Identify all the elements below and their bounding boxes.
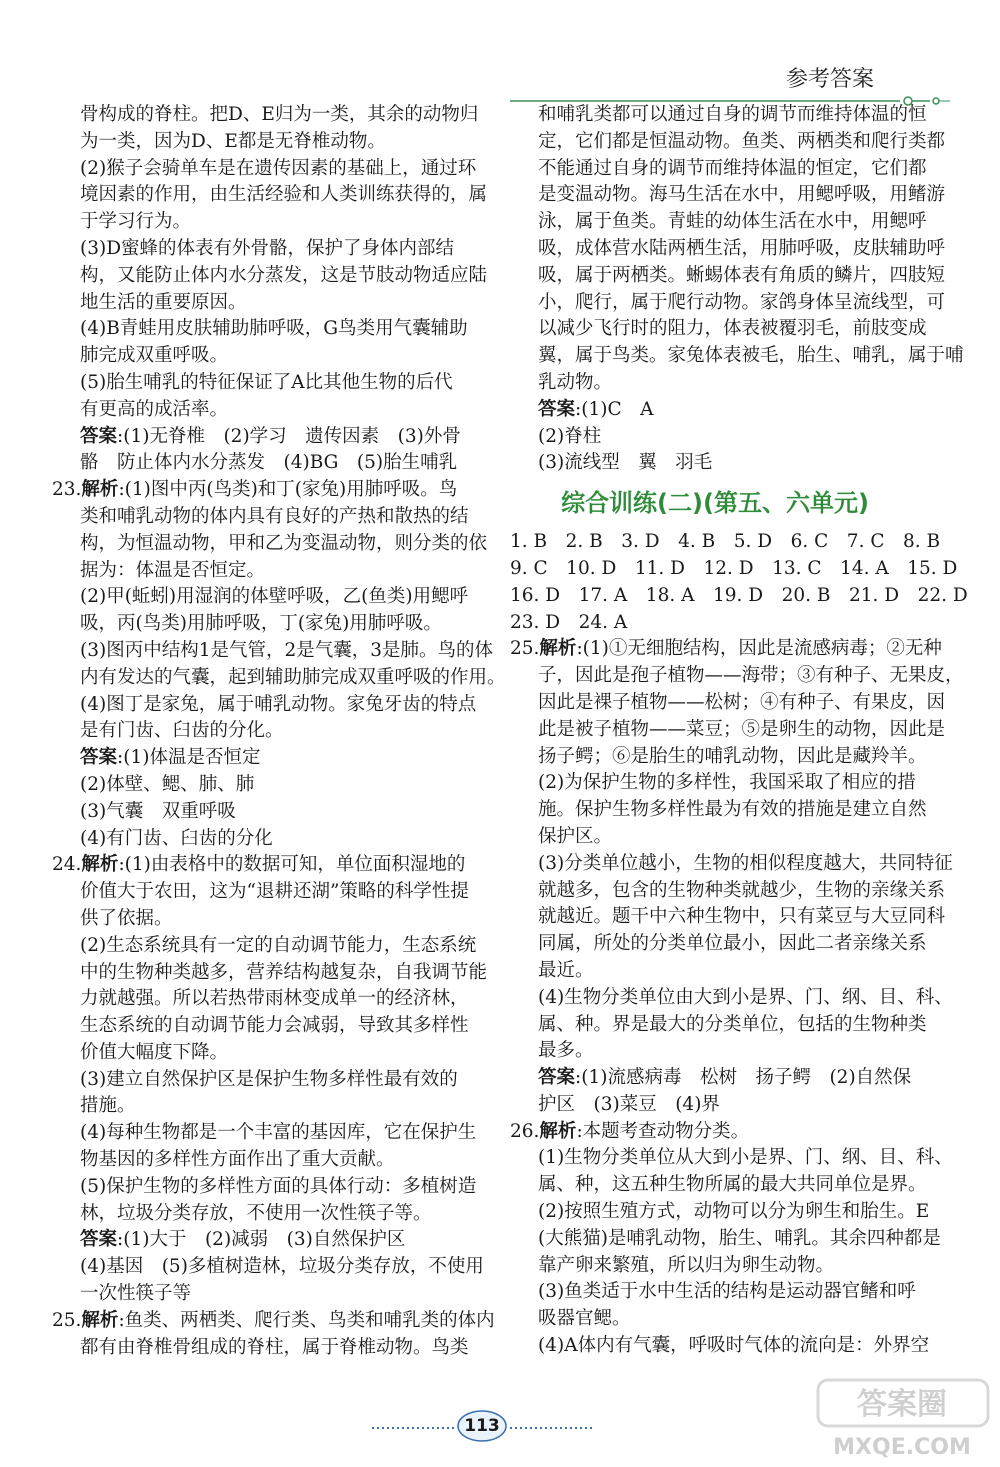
text-line	[510, 744, 927, 771]
line-text: (2)按照生殖方式，动物可以分为卵生和胎生。E	[538, 1201, 930, 1223]
text-line	[52, 986, 472, 1013]
page-number: 113	[464, 1416, 500, 1436]
answer-label: 答案	[80, 747, 118, 769]
line-text: :(1)无脊椎 (2)学习 遗传因素 (3)外骨	[117, 425, 461, 447]
line-text: 构，为恒温动物，甲和乙为变温动物，则分类的依	[80, 532, 488, 554]
line-text: 翼，属于鸟类。家兔体表被毛，胎生、哺乳，属于哺	[538, 345, 964, 367]
line-text: 为一类，因为D、E都是无脊椎动物。	[80, 130, 386, 152]
text-line	[52, 370, 472, 397]
text-line	[510, 1279, 920, 1306]
text-line	[510, 1092, 920, 1119]
line-text: :(1)C A	[575, 398, 654, 420]
line-text: 是变温动物。海马生活在水中，用鳃呼吸，用鳍游	[538, 184, 946, 206]
line-text: 靠产卵来繁殖，所以归为卵生动物。	[538, 1254, 835, 1276]
text-line	[510, 931, 927, 958]
line-text: 16. D 17. A 18. A 19. D 20. B 21. D 22. D	[510, 584, 968, 606]
watermark-logo	[816, 1378, 992, 1462]
text-line	[510, 209, 927, 236]
question-number: 24.	[52, 854, 82, 876]
text-line	[510, 663, 964, 690]
text-line	[52, 1040, 472, 1067]
text-line	[510, 370, 920, 397]
text-line	[510, 182, 946, 209]
text-line	[510, 1333, 930, 1360]
text-line	[52, 1308, 495, 1335]
answer-label: 解析	[81, 479, 119, 501]
text-line	[510, 1199, 930, 1226]
line-text: 定，它们都是恒温动物。鱼类、两栖类和爬行类都	[538, 130, 946, 152]
text-line	[52, 772, 472, 799]
line-text: 属、种。界是最大的分类单位，包括的生物种类	[538, 1013, 927, 1035]
line-text: :本题考查动物分类。	[576, 1120, 750, 1142]
text-line	[52, 1093, 472, 1120]
text-line	[52, 290, 472, 317]
text-line	[52, 182, 488, 209]
text-line	[52, 531, 488, 558]
line-text: :(1)图中丙(鸟类)和丁(家兔)用肺呼吸。鸟	[118, 479, 458, 501]
line-text: 据为：体温是否恒定。	[80, 559, 266, 581]
line-text: 一次性筷子等	[80, 1283, 192, 1305]
line-text: 有更高的成活率。	[80, 398, 229, 420]
line-text: 以减少飞行时的阻力，体表被覆羽毛，前肢变成	[538, 318, 927, 340]
line-text: (4)A体内有气囊，呼吸时气体的流向是：外界空	[538, 1335, 930, 1357]
line-text: (3)鱼类适于水中生活的结构是运动器官鳍和呼	[538, 1281, 916, 1303]
text-line	[510, 878, 946, 905]
line-text: 1. B 2. B 3. D 4. B 5. D 6. C 7. C 8. B	[510, 531, 941, 553]
line-text: :(1)由表格中的数据可知，单位面积湿地的	[118, 854, 466, 876]
section-title: 综合训练(二)(第五、六单元)	[561, 489, 869, 518]
line-text: 境因素的作用，由生活经验和人类训练获得的，属	[80, 184, 488, 206]
text-line	[52, 129, 472, 156]
line-text: 类和哺乳动物的体内具有良好的产热和散热的结	[80, 505, 469, 527]
text-line	[510, 610, 920, 637]
text-line	[52, 450, 472, 477]
line-text: 吸，成体营水陆两栖生活，用肺呼吸，皮肤辅助呼	[538, 237, 946, 259]
line-text: (5)胎生哺乳的特征保证了A比其他生物的后代	[80, 371, 453, 393]
text-line	[52, 665, 506, 692]
answer-label: 解析	[539, 1120, 577, 1142]
text-line	[52, 1335, 472, 1362]
line-text: :(1)流感病毒 松树 扬子鳄 (2)自然保	[575, 1067, 912, 1089]
text-line	[52, 933, 477, 960]
line-text: 最近。	[538, 959, 594, 981]
line-text: 吸，丙(鸟类)用肺呼吸，丁(家兔)用肺呼吸。	[80, 613, 442, 635]
question-number: 26.	[510, 1120, 540, 1142]
answer-label: 答案	[538, 398, 576, 420]
line-text: 林，垃圾分类存放，不使用一次性筷子等。	[80, 1202, 432, 1224]
line-text: 生态系统的自动调节能力会减弱，导致其多样性	[80, 1015, 469, 1037]
text-line	[52, 960, 488, 987]
line-text: 和哺乳类都可以通过自身的调节而维持体温的恒	[538, 104, 927, 125]
text-line	[52, 879, 472, 906]
line-text: (2)甲(蚯蚓)用湿润的体壁呼吸，乙(鱼类)用鳃呼	[80, 586, 469, 608]
text-line	[510, 529, 941, 556]
line-text: 骨构成的脊柱。把D、E归为一类，其余的动物归	[80, 104, 479, 125]
answer-label: 答案	[80, 1229, 118, 1251]
text-line	[510, 450, 920, 477]
text-line	[52, 1174, 477, 1201]
line-text: 23. D 24. A	[510, 611, 628, 633]
text-line	[52, 718, 472, 745]
text-line	[52, 638, 494, 665]
line-text: :(1)体温是否恒定	[117, 747, 261, 769]
text-line	[510, 824, 920, 851]
line-text: :(1)大于 (2)减弱 (3)自然保护区	[117, 1229, 406, 1251]
line-text: (3)分类单位越小，生物的相似程度越大，共同特征	[538, 852, 953, 874]
line-text: 泳，属于鱼类。青蛙的幼体生活在水中，用鳃呼	[538, 211, 927, 233]
question-number: 23.	[52, 479, 82, 501]
line-text: 是有门齿、臼齿的分化。	[80, 720, 284, 742]
line-text: 扬子鳄；⑥是胎生的哺乳动物，因此是藏羚羊。	[538, 745, 927, 767]
line-text: 最多。	[538, 1040, 594, 1062]
text-line	[510, 797, 927, 824]
line-text: 小，爬行，属于爬行动物。家鸽身体呈流线型，可	[538, 291, 946, 313]
answer-label: 解析	[81, 1309, 119, 1331]
text-line	[510, 770, 920, 797]
text-line	[510, 156, 927, 183]
text-line	[52, 558, 472, 585]
text-line	[510, 1172, 927, 1199]
page-header	[0, 0, 1000, 110]
text-line	[52, 316, 472, 343]
line-text: 价值大于农田，这为“退耕还湖”策略的科学性提	[80, 881, 469, 903]
text-line	[52, 1227, 472, 1254]
line-text: (2)体壁、鳃、肺、肺	[80, 773, 255, 795]
text-line	[510, 290, 946, 317]
text-line	[52, 102, 479, 129]
line-text: (3)图丙中结构1是气管，2是气囊，3是肺。鸟的体	[80, 639, 494, 661]
line-text: 于学习行为。	[80, 211, 192, 233]
text-line	[52, 1013, 472, 1040]
line-text: 力就越强。所以若热带雨林变成单一的经济林，	[80, 988, 469, 1010]
text-line	[52, 799, 472, 826]
header-title: 参考答案	[786, 67, 875, 92]
text-line	[52, 424, 472, 451]
line-text: (3)气囊 双重呼吸	[80, 800, 236, 822]
line-text: (4)基因 (5)多植树造林，垃圾分类存放，不使用	[80, 1256, 484, 1278]
text-line	[510, 263, 946, 290]
line-text: (大熊猫)是哺乳动物，胎生、哺乳。其余四种都是	[538, 1227, 941, 1249]
watermark-title: 答案圈	[857, 1387, 947, 1422]
line-text: (4)有门齿、臼齿的分化	[80, 827, 273, 849]
line-text: 不能通过自身的调节而维持体温的恒定，它们都	[538, 157, 927, 179]
line-text: 吸器官鳃。	[538, 1308, 631, 1330]
line-text: 中的生物种类越多，营养结构越复杂，自我调节能	[80, 961, 488, 983]
text-line	[510, 236, 946, 263]
line-text: (4)生物分类单位由大到小是界、门、纲、目、科、	[538, 986, 953, 1008]
line-text: (3)流线型 翼 羽毛	[538, 452, 713, 474]
line-text: (2)为保护生物的多样性，我国采取了相应的措	[538, 772, 916, 794]
text-line	[510, 851, 953, 878]
text-line	[52, 1254, 484, 1281]
text-line	[510, 343, 964, 370]
line-text: 子，因此是孢子植物——海带；③有种子、无果皮，	[538, 665, 964, 687]
text-line	[510, 1253, 920, 1280]
answer-label: 解析	[539, 638, 577, 660]
line-text: (4)每种生物都是一个丰富的基因库，它在保护生	[80, 1122, 477, 1144]
line-text: (5)保护生物的多样性方面的具体行动：多植树造	[80, 1175, 477, 1197]
line-text: 保护区。	[538, 825, 613, 847]
line-text: (4)图丁是家兔，属于哺乳动物。家兔牙齿的特点	[80, 693, 477, 715]
line-text: 护区 (3)菜豆 (4)界	[538, 1093, 720, 1115]
text-line	[52, 263, 488, 290]
text-line	[510, 690, 946, 717]
line-text: :(1)①无细胞结构，因此是流感病毒；②无种	[576, 638, 942, 660]
left-column	[52, 102, 506, 1361]
text-line	[510, 397, 920, 424]
text-line	[510, 1119, 920, 1146]
line-text: 此是被子植物——菜豆；⑤是卵生的动物，因此是	[538, 718, 946, 740]
line-text: 措施。	[80, 1095, 136, 1117]
text-line	[510, 129, 946, 156]
text-line	[510, 102, 927, 129]
text-line	[52, 745, 472, 772]
text-line	[52, 1067, 472, 1094]
line-text: 9. C 10. D 11. D 12. D 13. C 14. A 15. D	[510, 557, 958, 579]
right-column-answers	[510, 529, 968, 1360]
text-line	[52, 236, 472, 263]
line-text: 施。保护生物多样性最为有效的措施是建立自然	[538, 799, 927, 821]
answer-label: 答案	[80, 425, 118, 447]
line-text: (3)建立自然保护区是保护生物多样性最有效的	[80, 1068, 458, 1090]
line-text: 就越多，包含的生物种类就越少，生物的亲缘关系	[538, 879, 946, 901]
text-line	[52, 343, 472, 370]
question-number: 25.	[52, 1309, 82, 1331]
line-text: 就越近。题干中六种生物中，只有菜豆与大豆同科	[538, 906, 946, 928]
line-text: :鱼类、两栖类、爬行类、鸟类和哺乳类的体内	[118, 1309, 495, 1331]
line-text: 物基因的多样性方面作出了重大贡献。	[80, 1149, 395, 1171]
text-line	[510, 985, 953, 1012]
text-line	[52, 584, 472, 611]
text-line	[510, 556, 958, 583]
text-line	[52, 906, 472, 933]
text-line	[510, 636, 942, 663]
text-line	[52, 504, 472, 531]
text-line	[510, 1012, 927, 1039]
text-line	[510, 1065, 920, 1092]
text-line	[52, 156, 477, 183]
text-line	[52, 1281, 472, 1308]
right-column-continued-text	[510, 102, 964, 477]
line-text: (3)D蜜蜂的体表有外骨骼，保护了身体内部结	[80, 237, 455, 259]
line-text: 地生活的重要原因。	[80, 291, 247, 313]
line-text: 价值大幅度下降。	[80, 1041, 229, 1063]
line-text: 肺完成双重呼吸。	[80, 345, 229, 367]
line-text: (4)B青蛙用皮肤辅助肺呼吸，G鸟类用气囊辅助	[80, 318, 468, 340]
line-text: 乳动物。	[538, 371, 613, 393]
text-line	[52, 397, 472, 424]
text-line	[510, 583, 968, 610]
line-text: 属、种，这五种生物所属的最大共同单位是界。	[538, 1174, 927, 1196]
text-line	[52, 611, 472, 638]
line-text: 都有由脊椎骨组成的脊柱，属于脊椎动物。鸟类	[80, 1336, 469, 1358]
text-line	[510, 316, 927, 343]
text-line	[510, 717, 946, 744]
text-line	[510, 904, 946, 931]
line-text: (2)脊柱	[538, 425, 602, 447]
line-text: (2)生态系统具有一定的自动调节能力，生态系统	[80, 934, 477, 956]
text-line	[52, 1120, 477, 1147]
text-line	[52, 477, 472, 504]
line-text: 构，又能防止体内水分蒸发，这是节肢动物适应陆	[80, 264, 488, 286]
answer-label: 答案	[538, 1067, 576, 1089]
line-text: (1)生物分类单位从大到小是界、门、纲、目、科、	[538, 1147, 953, 1169]
line-text: (2)猴子会骑单车是在遗传因素的基础上，通过环	[80, 157, 477, 179]
text-line	[510, 1038, 920, 1065]
answer-label: 解析	[81, 854, 119, 876]
text-line	[510, 1306, 920, 1333]
text-line	[510, 1145, 953, 1172]
text-line	[510, 958, 920, 985]
watermark-url: MXQE.COM	[833, 1435, 971, 1460]
line-text: 同属，所处的分类单位最小，因此二者亲缘关系	[538, 933, 927, 955]
text-line	[52, 1201, 472, 1228]
question-number: 25.	[510, 638, 540, 660]
line-text: 因此是裸子植物——松树；④有种子、有果皮，因	[538, 691, 946, 713]
text-line	[52, 692, 477, 719]
text-line	[510, 1226, 941, 1253]
line-text: 内有发达的气囊，起到辅助肺完成双重呼吸的作用。	[80, 666, 506, 688]
text-line	[510, 424, 920, 451]
text-line	[52, 209, 472, 236]
text-line	[52, 826, 472, 853]
line-text: 骼 防止体内水分蒸发 (4)BG (5)胎生哺乳	[80, 452, 458, 474]
text-line	[52, 1147, 472, 1174]
line-text: 吸，属于两栖类。蜥蜴体表有角质的鳞片，四肢短	[538, 264, 946, 286]
right-column	[510, 102, 968, 1360]
text-line	[52, 852, 472, 879]
line-text: 供了依据。	[80, 907, 173, 929]
